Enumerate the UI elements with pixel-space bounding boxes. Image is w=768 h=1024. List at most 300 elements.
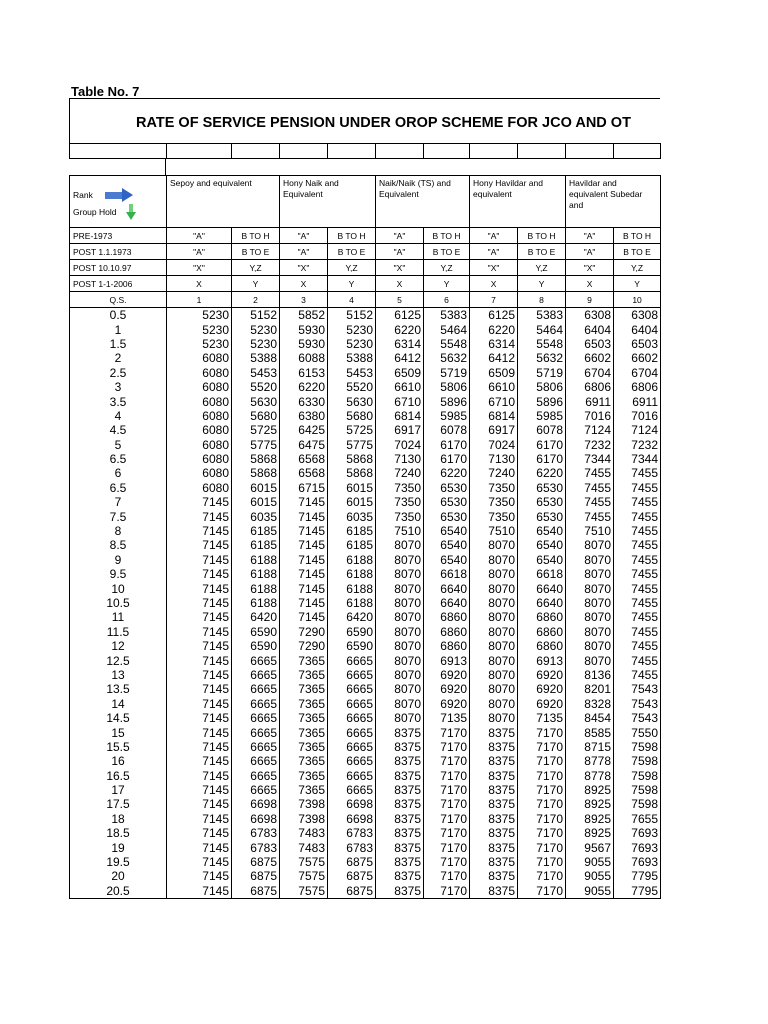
pension-value-cell: 6640 xyxy=(518,581,566,595)
pension-value-cell: 5230 xyxy=(232,337,280,351)
table-row xyxy=(70,725,661,739)
pension-value-cell: 7145 xyxy=(167,538,232,552)
pension-value-cell: 5719 xyxy=(518,366,566,380)
qs-cell: 10 xyxy=(70,581,167,595)
pension-value-cell: 7455 xyxy=(614,509,661,523)
table-row xyxy=(70,754,661,768)
pension-value-cell: 6920 xyxy=(424,668,470,682)
qs-cell: 3 xyxy=(70,380,167,394)
group-rows xyxy=(70,228,661,308)
pension-value-cell: 7543 xyxy=(614,711,661,725)
table-row xyxy=(70,394,661,408)
pension-value-cell: 7365 xyxy=(280,682,328,696)
table-row xyxy=(70,653,661,667)
pension-value-cell: 7365 xyxy=(280,783,328,797)
pension-value-cell: 7145 xyxy=(167,625,232,639)
pension-value-cell: 8070 xyxy=(376,553,424,567)
pension-value-cell: 7365 xyxy=(280,754,328,768)
group-cell: B TO E xyxy=(614,244,661,260)
pension-value-cell: 5868 xyxy=(328,452,376,466)
group-cell: B TO H xyxy=(614,228,661,244)
pension-value-cell: 6220 xyxy=(280,380,328,394)
table-row xyxy=(70,466,661,480)
pension-value-cell: 6860 xyxy=(424,639,470,653)
pension-value-cell: 6220 xyxy=(470,322,518,336)
table-row xyxy=(70,553,661,567)
qs-cell: 4.5 xyxy=(70,423,167,437)
pension-table-sheet xyxy=(69,86,660,899)
pension-value-cell: 6860 xyxy=(518,625,566,639)
group-cell: B TO E xyxy=(424,244,470,260)
pension-value-cell: 7598 xyxy=(614,754,661,768)
pension-value-cell: 6188 xyxy=(232,553,280,567)
pension-value-cell: 7145 xyxy=(167,769,232,783)
pension-value-cell: 8070 xyxy=(470,538,518,552)
pension-value-cell: 7455 xyxy=(614,466,661,480)
pension-value-cell: 6875 xyxy=(232,884,280,899)
pension-value-cell: 5453 xyxy=(328,366,376,380)
pension-value-cell: 8375 xyxy=(470,797,518,811)
pension-value-cell: 8070 xyxy=(470,653,518,667)
pension-value-cell: 7145 xyxy=(167,495,232,509)
table-row xyxy=(70,380,661,394)
qs-cell: 11.5 xyxy=(70,625,167,639)
group-cell: "A" xyxy=(470,228,518,244)
pension-value-cell: 6665 xyxy=(232,740,280,754)
pension-value-cell: 7170 xyxy=(424,884,470,899)
pension-value-cell: 7455 xyxy=(566,495,614,509)
group-cell: Y,Z xyxy=(518,260,566,276)
pension-value-cell: 7170 xyxy=(424,797,470,811)
qs-cell: 2.5 xyxy=(70,366,167,380)
pension-value-cell: 6308 xyxy=(614,308,661,322)
pension-value-cell: 7170 xyxy=(518,855,566,869)
pension-value-cell: 7170 xyxy=(424,740,470,754)
pension-value-cell: 8375 xyxy=(470,740,518,754)
pension-value-cell: 8375 xyxy=(376,783,424,797)
pension-value-cell: 7145 xyxy=(167,826,232,840)
pension-value-cell: 6917 xyxy=(376,423,424,437)
pension-value-cell: 6602 xyxy=(614,351,661,365)
pension-value-cell: 8375 xyxy=(376,754,424,768)
pension-value-cell: 5868 xyxy=(232,452,280,466)
pension-value-cell: 8375 xyxy=(470,812,518,826)
pension-value-cell: 7365 xyxy=(280,711,328,725)
pension-value-cell: 6125 xyxy=(376,308,424,322)
pension-value-cell: 7240 xyxy=(376,466,424,480)
pension-value-cell: 6540 xyxy=(424,524,470,538)
pension-value-cell: 7693 xyxy=(614,840,661,854)
pension-value-cell: 8070 xyxy=(470,697,518,711)
group-cell: "X" xyxy=(376,260,424,276)
qs-cell: 12.5 xyxy=(70,653,167,667)
pension-value-cell: 8375 xyxy=(376,725,424,739)
group-cell: "X" xyxy=(280,260,328,276)
pension-value-cell: 7455 xyxy=(614,553,661,567)
pension-value-cell: 6080 xyxy=(167,351,232,365)
pension-value-cell: 7145 xyxy=(280,610,328,624)
pension-value-cell: 7455 xyxy=(614,538,661,552)
pension-value-cell: 7795 xyxy=(614,884,661,899)
group-row-label: POST 1-1-2006 xyxy=(70,276,167,292)
group-cell: B TO E xyxy=(518,244,566,260)
pension-value-cell: 7145 xyxy=(167,697,232,711)
qs-cell: 3.5 xyxy=(70,394,167,408)
pension-value-cell: 7290 xyxy=(280,625,328,639)
group-cell: 8 xyxy=(518,292,566,308)
qs-cell: 1 xyxy=(70,322,167,336)
group-row xyxy=(70,276,661,292)
qs-cell: 2 xyxy=(70,351,167,365)
table-row xyxy=(70,524,661,538)
table-row xyxy=(70,840,661,854)
pension-value-cell: 6665 xyxy=(328,754,376,768)
qs-cell: 6.5 xyxy=(70,452,167,466)
pension-value-cell: 5868 xyxy=(232,466,280,480)
pension-value-cell: 7550 xyxy=(614,725,661,739)
qs-cell: 4 xyxy=(70,409,167,423)
group-cell: 9 xyxy=(566,292,614,308)
pension-value-cell: 5896 xyxy=(424,394,470,408)
pension-value-cell: 7170 xyxy=(518,783,566,797)
pension-value-cell: 7693 xyxy=(614,855,661,869)
pension-value-cell: 7598 xyxy=(614,797,661,811)
pension-value-cell: 5548 xyxy=(424,337,470,351)
pension-value-cell: 7145 xyxy=(167,668,232,682)
pension-value-cell: 8070 xyxy=(566,653,614,667)
group-cell: "X" xyxy=(167,260,232,276)
pension-value-cell: 7510 xyxy=(376,524,424,538)
pension-value-cell: 6078 xyxy=(518,423,566,437)
pension-value-cell: 6814 xyxy=(376,409,424,423)
header-grid xyxy=(69,175,661,308)
pension-value-cell: 6185 xyxy=(328,524,376,538)
pension-value-cell: 6220 xyxy=(424,466,470,480)
pension-value-cell: 7455 xyxy=(614,668,661,682)
pension-value-cell: 6503 xyxy=(566,337,614,351)
qs-cell: 6 xyxy=(70,466,167,480)
pension-value-cell: 5230 xyxy=(167,337,232,351)
table-row xyxy=(70,567,661,581)
pension-value-cell: 7232 xyxy=(566,438,614,452)
table-row xyxy=(70,682,661,696)
pension-value-cell: 6610 xyxy=(470,380,518,394)
pension-value-cell: 8375 xyxy=(376,869,424,883)
pension-value-cell: 9055 xyxy=(566,884,614,899)
pension-value-cell: 9567 xyxy=(566,840,614,854)
pension-value-cell: 8070 xyxy=(376,610,424,624)
pension-value-cell: 8070 xyxy=(376,567,424,581)
pension-value-cell: 7344 xyxy=(614,452,661,466)
pension-value-cell: 7145 xyxy=(167,639,232,653)
pension-value-cell: 6875 xyxy=(232,869,280,883)
pension-value-cell: 6080 xyxy=(167,423,232,437)
group-cell: 7 xyxy=(470,292,518,308)
qs-cell: 14 xyxy=(70,697,167,711)
pension-value-cell: 6080 xyxy=(167,438,232,452)
pension-value-cell: 5680 xyxy=(328,409,376,423)
pension-value-cell: 8070 xyxy=(376,625,424,639)
pension-value-cell: 6911 xyxy=(614,394,661,408)
pension-value-cell: 6618 xyxy=(518,567,566,581)
pension-value-cell: 6035 xyxy=(232,509,280,523)
group-cell: 4 xyxy=(328,292,376,308)
group-cell: "A" xyxy=(376,244,424,260)
group-cell: X xyxy=(280,276,328,292)
qs-cell: 11 xyxy=(70,610,167,624)
pension-value-cell: 5383 xyxy=(518,308,566,322)
pension-value-cell: 5230 xyxy=(167,308,232,322)
pension-value-cell: 5630 xyxy=(232,394,280,408)
qs-cell: 13 xyxy=(70,668,167,682)
pension-value-cell: 7170 xyxy=(424,783,470,797)
pension-value-cell: 7170 xyxy=(518,869,566,883)
table-row xyxy=(70,711,661,725)
pension-value-cell: 6665 xyxy=(232,668,280,682)
pension-value-cell: 8070 xyxy=(470,596,518,610)
pension-value-cell: 8375 xyxy=(376,840,424,854)
pension-value-cell: 7145 xyxy=(167,682,232,696)
pension-value-cell: 7344 xyxy=(566,452,614,466)
pension-value-cell: 6170 xyxy=(424,452,470,466)
pension-value-cell: 6412 xyxy=(376,351,424,365)
rank-label-cell xyxy=(70,176,167,228)
pension-value-cell: 7350 xyxy=(376,495,424,509)
pension-value-cell: 5806 xyxy=(518,380,566,394)
qs-cell: 1.5 xyxy=(70,337,167,351)
table-row xyxy=(70,423,661,437)
pension-value-cell: 5630 xyxy=(328,394,376,408)
group-cell: "A" xyxy=(280,244,328,260)
pension-value-cell: 6540 xyxy=(424,538,470,552)
pension-value-cell: 7170 xyxy=(424,725,470,739)
pension-value-cell: 7145 xyxy=(280,581,328,595)
pension-value-cell: 6188 xyxy=(328,596,376,610)
pension-value-cell: 6170 xyxy=(424,438,470,452)
qs-cell: 5 xyxy=(70,438,167,452)
pension-value-cell: 7483 xyxy=(280,840,328,854)
group-cell: "X" xyxy=(566,260,614,276)
group-cell: Y,Z xyxy=(328,260,376,276)
table-row xyxy=(70,826,661,840)
group-cell: B TO H xyxy=(518,228,566,244)
pension-value-cell: 8925 xyxy=(566,826,614,840)
pension-value-cell: 8070 xyxy=(470,625,518,639)
group-row xyxy=(70,292,661,308)
pension-value-cell: 7145 xyxy=(167,855,232,869)
qs-cell: 20.5 xyxy=(70,884,167,899)
pension-value-cell: 6665 xyxy=(232,725,280,739)
pension-value-cell: 6698 xyxy=(328,797,376,811)
pension-value-cell: 7365 xyxy=(280,697,328,711)
pension-value-cell: 6860 xyxy=(424,610,470,624)
pension-value-cell: 8070 xyxy=(470,711,518,725)
table-row xyxy=(70,855,661,869)
table-row xyxy=(70,769,661,783)
table-row xyxy=(70,495,661,509)
pension-value-cell: 6015 xyxy=(232,481,280,495)
group-cell: B TO E xyxy=(232,244,280,260)
pension-value-cell: 6665 xyxy=(232,682,280,696)
rank-header-sepoy: Sepoy and equivalent xyxy=(167,176,280,228)
table-row xyxy=(70,481,661,495)
pension-value-cell: 6590 xyxy=(232,639,280,653)
pension-value-cell: 8070 xyxy=(376,697,424,711)
pension-value-cell: 8070 xyxy=(376,538,424,552)
pension-value-cell: 6665 xyxy=(232,697,280,711)
table-row xyxy=(70,452,661,466)
pension-value-cell: 6530 xyxy=(518,495,566,509)
pension-value-cell: 6806 xyxy=(566,380,614,394)
qs-cell: 7 xyxy=(70,495,167,509)
pension-value-cell: 6715 xyxy=(280,481,328,495)
group-row xyxy=(70,244,661,260)
pension-value-cell: 7170 xyxy=(424,840,470,854)
table-row xyxy=(70,639,661,653)
pension-value-cell: 6475 xyxy=(280,438,328,452)
pension-value-cell: 7145 xyxy=(280,524,328,538)
pension-value-cell: 7130 xyxy=(470,452,518,466)
qs-cell: 8.5 xyxy=(70,538,167,552)
group-cell: 6 xyxy=(424,292,470,308)
pension-value-cell: 5548 xyxy=(518,337,566,351)
pension-value-cell: 6078 xyxy=(424,423,470,437)
qs-cell: 19.5 xyxy=(70,855,167,869)
spacer-cell xyxy=(70,144,167,159)
pension-value-cell: 6125 xyxy=(470,308,518,322)
pension-value-cell: 7483 xyxy=(280,826,328,840)
group-cell: X xyxy=(167,276,232,292)
pension-value-cell: 6188 xyxy=(232,581,280,595)
pension-value-cell: 7170 xyxy=(424,754,470,768)
pension-value-cell: 5852 xyxy=(280,308,328,322)
pension-value-cell: 6698 xyxy=(328,812,376,826)
group-cell: B TO H xyxy=(232,228,280,244)
pension-value-cell: 6920 xyxy=(518,697,566,711)
pension-value-cell: 7145 xyxy=(167,797,232,811)
pension-value-cell: 5230 xyxy=(232,322,280,336)
pension-value-cell: 7455 xyxy=(566,481,614,495)
qs-cell: 9.5 xyxy=(70,567,167,581)
table-row xyxy=(70,351,661,365)
pension-value-cell: 8375 xyxy=(470,855,518,869)
pension-value-cell: 8070 xyxy=(470,567,518,581)
group-cell: X xyxy=(566,276,614,292)
group-row-label: POST 1.1.1973 xyxy=(70,244,167,260)
pension-value-cell: 6188 xyxy=(328,581,376,595)
pension-value-cell: 6665 xyxy=(328,740,376,754)
pension-value-cell: 7510 xyxy=(566,524,614,538)
pension-value-cell: 6080 xyxy=(167,380,232,394)
pension-value-cell: 6665 xyxy=(232,711,280,725)
pension-value-cell: 6665 xyxy=(328,725,376,739)
pension-value-cell: 8778 xyxy=(566,769,614,783)
pension-value-cell: 5719 xyxy=(424,366,470,380)
pension-value-cell: 6080 xyxy=(167,481,232,495)
table-row xyxy=(70,625,661,639)
pension-value-cell: 6665 xyxy=(232,754,280,768)
pension-value-cell: 6420 xyxy=(232,610,280,624)
group-row xyxy=(70,260,661,276)
pension-value-cell: 9055 xyxy=(566,855,614,869)
pension-value-cell: 8375 xyxy=(470,884,518,899)
pension-value-cell: 6530 xyxy=(424,509,470,523)
pension-value-cell: 7455 xyxy=(614,495,661,509)
pension-value-cell: 7455 xyxy=(614,625,661,639)
pension-value-cell: 6920 xyxy=(424,682,470,696)
group-cell: 3 xyxy=(280,292,328,308)
qs-cell: 19 xyxy=(70,840,167,854)
group-cell: Y,Z xyxy=(424,260,470,276)
pension-value-cell: 6420 xyxy=(328,610,376,624)
pension-value-cell: 5680 xyxy=(232,409,280,423)
pension-value-cell: 6530 xyxy=(424,481,470,495)
pension-value-cell: 6665 xyxy=(328,668,376,682)
pension-value-cell: 6425 xyxy=(280,423,328,437)
pension-value-cell: 7016 xyxy=(566,409,614,423)
group-row-label: PRE-1973 xyxy=(70,228,167,244)
pension-value-cell: 6170 xyxy=(518,452,566,466)
data-rows xyxy=(70,308,661,899)
pension-value-cell: 6530 xyxy=(518,481,566,495)
pension-value-cell: 5930 xyxy=(280,337,328,351)
group-cell: "A" xyxy=(566,244,614,260)
table-caption: Table No. 7 xyxy=(69,86,660,99)
pension-value-cell: 6080 xyxy=(167,466,232,480)
pension-value-cell: 5985 xyxy=(424,409,470,423)
pension-value-cell: 6220 xyxy=(376,322,424,336)
pension-value-cell: 6860 xyxy=(518,639,566,653)
pension-value-cell: 7145 xyxy=(167,725,232,739)
table-row xyxy=(70,884,661,899)
pension-value-cell: 7365 xyxy=(280,740,328,754)
pension-value-cell: 6188 xyxy=(328,567,376,581)
pension-value-cell: 6665 xyxy=(328,783,376,797)
pension-value-cell: 7795 xyxy=(614,869,661,883)
pension-value-cell: 6540 xyxy=(518,538,566,552)
group-cell: 1 xyxy=(167,292,232,308)
table-row xyxy=(70,438,661,452)
pension-value-cell: 7145 xyxy=(167,610,232,624)
qs-cell: 10.5 xyxy=(70,596,167,610)
pension-value-cell: 8070 xyxy=(376,596,424,610)
pension-value-cell: 7598 xyxy=(614,769,661,783)
pension-value-cell: 6665 xyxy=(328,682,376,696)
pension-value-cell: 7145 xyxy=(167,553,232,567)
pension-value-cell: 8070 xyxy=(376,668,424,682)
pension-value-cell: 6220 xyxy=(518,466,566,480)
pension-value-cell: 8070 xyxy=(470,682,518,696)
pension-value-cell: 6704 xyxy=(566,366,614,380)
pension-value-cell: 8585 xyxy=(566,725,614,739)
pension-value-cell: 7145 xyxy=(167,567,232,581)
pension-value-cell: 5985 xyxy=(518,409,566,423)
pension-value-cell: 5230 xyxy=(328,322,376,336)
pension-value-cell: 8070 xyxy=(566,538,614,552)
pension-value-cell: 6380 xyxy=(280,409,328,423)
pension-value-cell: 6610 xyxy=(376,380,424,394)
table-row xyxy=(70,797,661,811)
pension-value-cell: 7455 xyxy=(614,610,661,624)
pension-value-cell: 7135 xyxy=(424,711,470,725)
pension-value-cell: 7145 xyxy=(167,884,232,899)
group-cell: "A" xyxy=(167,244,232,260)
group-cell: Y xyxy=(328,276,376,292)
pension-value-cell: 7130 xyxy=(376,452,424,466)
pension-value-cell: 5930 xyxy=(280,322,328,336)
pension-value-cell: 6806 xyxy=(614,380,661,394)
pension-value-cell: 6640 xyxy=(518,596,566,610)
